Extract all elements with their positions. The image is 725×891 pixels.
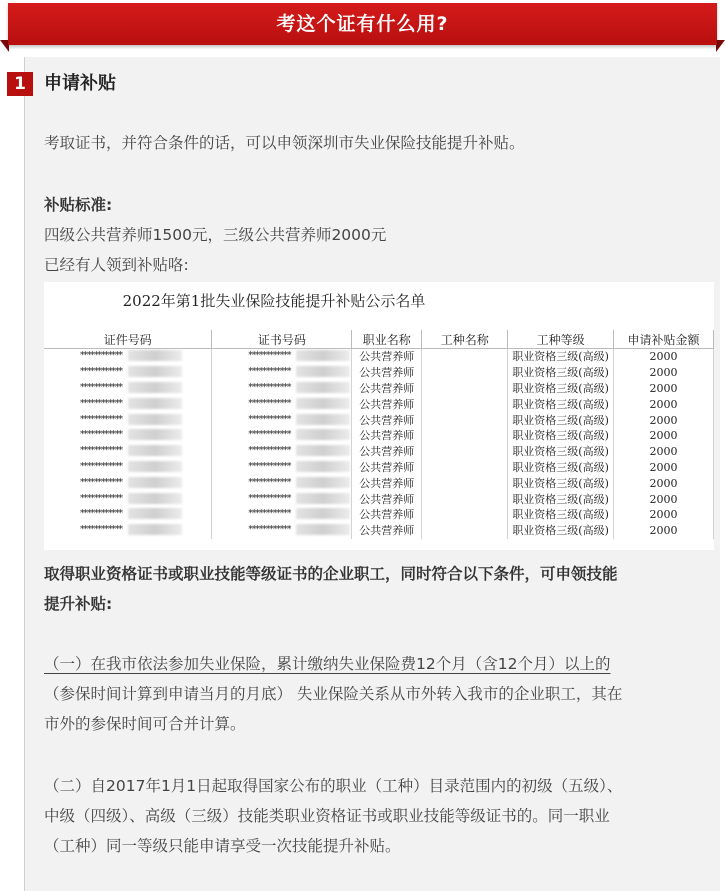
- redaction-blur: [128, 508, 182, 519]
- table-cell: 职业资格三级(高级): [508, 507, 614, 523]
- table-cell: [44, 428, 212, 444]
- masked-id: ************: [80, 493, 122, 504]
- condition-1-line2: （参保时间计算到申请当月的月底） 失业保险关系从市外转入我市的企业职工，其在: [44, 685, 623, 703]
- condition-2-line3: （工种）同一等级只能申请享受一次技能提升补贴。: [44, 837, 401, 855]
- masked-id: ************: [248, 461, 291, 472]
- table-row: [44, 491, 714, 507]
- redaction-blur: [128, 477, 182, 488]
- masked-id: ************: [80, 351, 122, 362]
- redaction-blur: [296, 461, 350, 472]
- table-cell: [422, 475, 508, 491]
- table-cell: [422, 444, 508, 460]
- table-cell: 职业资格三级(高级): [508, 349, 614, 365]
- table-cell: [44, 396, 212, 412]
- table-row: [44, 428, 714, 444]
- table-row: [44, 412, 714, 428]
- table-cell: 公共营养师: [352, 381, 422, 397]
- table-cell: 2000: [614, 460, 714, 476]
- masked-id: ************: [80, 525, 122, 536]
- table-cell: [422, 523, 508, 539]
- table-cell: [422, 396, 508, 412]
- masked-id: ************: [80, 398, 122, 409]
- table-cell: 职业资格三级(高级): [508, 412, 614, 428]
- table-body: [44, 349, 714, 539]
- condition-1-text: （一）在我市依法参加失业保险，累计缴纳失业保险费12个月（含12个月）以上的: [44, 655, 611, 673]
- table-cell: 职业资格三级(高级): [508, 523, 614, 539]
- table-header: 工种等级: [508, 330, 614, 349]
- table-cell: 公共营养师: [352, 460, 422, 476]
- table-row: [44, 507, 714, 523]
- masked-id: ************: [80, 477, 122, 488]
- redaction-blur: [296, 477, 350, 488]
- table-cell: [44, 349, 212, 365]
- table-cell: 职业资格三级(高级): [508, 365, 614, 381]
- table-row: [44, 460, 714, 476]
- condition-2-line2: 中级（四级）、高级（三级）技能类职业资格证书或职业技能等级证书的。同一职业: [44, 807, 610, 825]
- table-header: 职业名称: [352, 330, 422, 349]
- redaction-blur: [296, 382, 350, 393]
- redaction-blur: [128, 445, 182, 456]
- table-cell: 公共营养师: [352, 491, 422, 507]
- redaction-blur: [296, 445, 350, 456]
- table-cell: 公共营养师: [352, 507, 422, 523]
- table-row: [44, 349, 714, 365]
- table-cell: [212, 523, 352, 539]
- masked-id: ************: [248, 525, 291, 536]
- table-cell: 2000: [614, 381, 714, 397]
- table-cell: [44, 444, 212, 460]
- table-cell: 职业资格三级(高级): [508, 396, 614, 412]
- notice-table-title: 2022年第1批失业保险技能提升补贴公示名单: [122, 292, 426, 310]
- masked-id: ************: [248, 430, 291, 441]
- table-cell: 公共营养师: [352, 523, 422, 539]
- table-row: [44, 381, 714, 397]
- banner-title: 考这个证有什么用?: [276, 13, 449, 35]
- redaction-blur: [296, 398, 350, 409]
- table-cell: [422, 428, 508, 444]
- intro-text: 考取证书，并符合条件的话，可以申领深圳市失业保险技能提升补贴。: [44, 134, 525, 152]
- condition-1-line3: 市外的参保时间可合并计算。: [44, 715, 246, 733]
- notice-table: [44, 330, 714, 539]
- redaction-blur: [128, 350, 182, 361]
- masked-id: ************: [80, 446, 122, 457]
- table-cell: [422, 412, 508, 428]
- section-title: 申请补贴: [44, 73, 116, 94]
- standard-note: 已经有人领到补贴咯:: [44, 256, 189, 274]
- masked-id: ************: [80, 367, 122, 378]
- redaction-blur: [128, 461, 182, 472]
- table-cell: [422, 365, 508, 381]
- condition-2-line1: （二）自2017年1月1日起取得国家公布的职业（工种）目录范围内的初级（五级）、: [44, 777, 623, 795]
- redaction-blur: [296, 429, 350, 440]
- table-cell: 2000: [614, 475, 714, 491]
- redaction-blur: [128, 414, 182, 425]
- table-cell: [212, 475, 352, 491]
- table-cell: 职业资格三级(高级): [508, 475, 614, 491]
- table-cell: 2000: [614, 428, 714, 444]
- table-cell: [422, 349, 508, 365]
- table-header: 证件号码: [44, 330, 212, 349]
- table-cell: 2000: [614, 396, 714, 412]
- table-row: [44, 396, 714, 412]
- table-cell: [44, 491, 212, 507]
- table-cell: [212, 460, 352, 476]
- table-cell: 公共营养师: [352, 349, 422, 365]
- table-cell: [44, 381, 212, 397]
- table-header: 申请补贴金额: [614, 330, 714, 349]
- redaction-blur: [296, 414, 350, 425]
- standard-label: 补贴标准:: [44, 196, 113, 214]
- redaction-blur: [128, 366, 182, 377]
- redaction-blur: [296, 524, 350, 535]
- masked-id: ************: [80, 414, 122, 425]
- redaction-blur: [128, 382, 182, 393]
- condition-1-line1: [44, 649, 714, 679]
- redaction-blur: [296, 350, 350, 361]
- table-cell: [44, 475, 212, 491]
- table-cell: [212, 365, 352, 381]
- conditions-heading-line2: 提升补贴:: [44, 595, 113, 613]
- table-cell: [422, 491, 508, 507]
- table-cell: 2000: [614, 491, 714, 507]
- table-cell: [212, 396, 352, 412]
- table-cell: 2000: [614, 412, 714, 428]
- table-cell: [212, 349, 352, 365]
- table-row: [44, 523, 714, 539]
- table-row: [44, 475, 714, 491]
- masked-id: ************: [248, 351, 291, 362]
- masked-id: ************: [248, 382, 291, 393]
- redaction-blur: [128, 524, 182, 535]
- redaction-blur: [296, 508, 350, 519]
- masked-id: ************: [248, 398, 291, 409]
- table-cell: 2000: [614, 365, 714, 381]
- masked-id: ************: [80, 382, 122, 393]
- table-cell: 职业资格三级(高级): [508, 444, 614, 460]
- masked-id: ************: [80, 430, 122, 441]
- table-cell: [44, 412, 212, 428]
- table-cell: 2000: [614, 507, 714, 523]
- table-cell: [212, 507, 352, 523]
- table-cell: 职业资格三级(高级): [508, 428, 614, 444]
- table-cell: [212, 444, 352, 460]
- table-cell: 公共营养师: [352, 475, 422, 491]
- masked-id: ************: [80, 509, 122, 520]
- table-row: [44, 365, 714, 381]
- conditions-heading-line1: 取得职业资格证书或职业技能等级证书的企业职工，同时符合以下条件，可申领技能: [44, 565, 618, 583]
- redaction-blur: [128, 398, 182, 409]
- table-cell: 公共营养师: [352, 428, 422, 444]
- masked-id: ************: [248, 446, 291, 457]
- redaction-blur: [296, 493, 350, 504]
- masked-id: ************: [248, 477, 291, 488]
- table-cell: 公共营养师: [352, 444, 422, 460]
- table-cell: [422, 507, 508, 523]
- table-cell: 职业资格三级(高级): [508, 491, 614, 507]
- table-cell: 2000: [614, 444, 714, 460]
- table-cell: 职业资格三级(高级): [508, 460, 614, 476]
- redaction-blur: [296, 366, 350, 377]
- table-header-row: [44, 330, 714, 349]
- table-cell: 公共营养师: [352, 412, 422, 428]
- table-cell: 2000: [614, 349, 714, 365]
- table-cell: 职业资格三级(高级): [508, 381, 614, 397]
- masked-id: ************: [80, 461, 122, 472]
- table-cell: [212, 381, 352, 397]
- table-cell: [44, 523, 212, 539]
- table-cell: 公共营养师: [352, 365, 422, 381]
- table-cell: [44, 460, 212, 476]
- standard-detail: 四级公共营养师1500元，三级公共营养师2000元: [44, 226, 387, 244]
- table-cell: [422, 460, 508, 476]
- section-number-badge: 1: [7, 72, 33, 96]
- table-cell: [44, 507, 212, 523]
- masked-id: ************: [248, 493, 291, 504]
- redaction-blur: [128, 429, 182, 440]
- table-header: 工种名称: [422, 330, 508, 349]
- table-cell: [212, 491, 352, 507]
- section-banner: [0, 0, 725, 54]
- table-cell: 公共营养师: [352, 396, 422, 412]
- notice-table-image: [44, 282, 714, 550]
- table-header: 证书号码: [212, 330, 352, 349]
- masked-id: ************: [248, 367, 291, 378]
- table-cell: 2000: [614, 523, 714, 539]
- table-cell: [212, 412, 352, 428]
- masked-id: ************: [248, 509, 291, 520]
- redaction-blur: [128, 493, 182, 504]
- table-row: [44, 444, 714, 460]
- table-cell: [44, 365, 212, 381]
- table-cell: [422, 381, 508, 397]
- masked-id: ************: [248, 414, 291, 425]
- table-cell: [212, 428, 352, 444]
